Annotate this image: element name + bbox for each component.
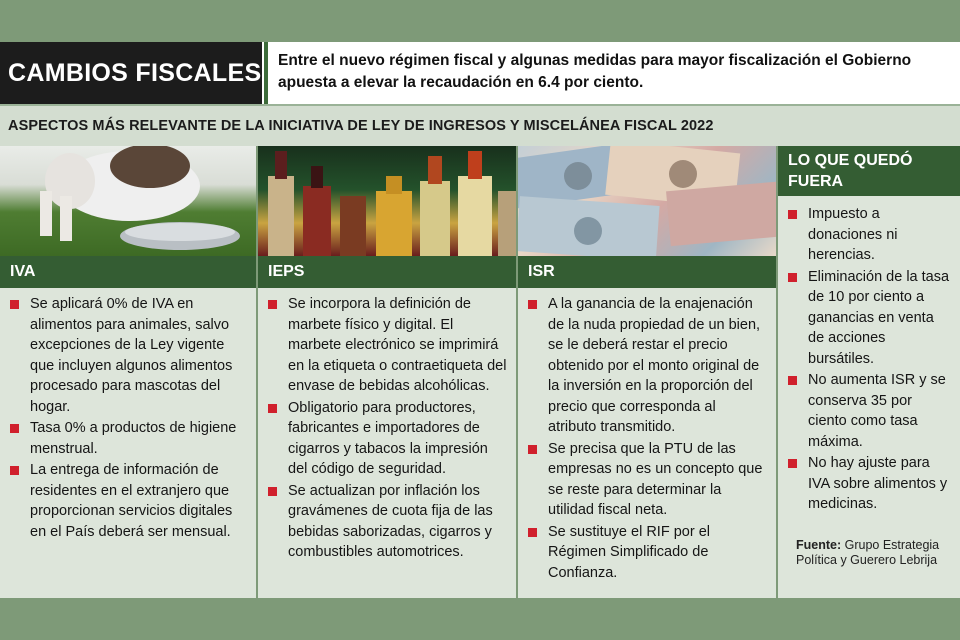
list-item: No hay ajuste para IVA sobre alimentos y medicinas. [788,453,952,515]
list-item: Impuesto a donaciones ni herencias. [788,204,952,266]
bottom-frame [0,598,960,640]
column-body [518,294,776,584]
list-item: A la ganancia de la enajenación de la nuda propiedad de un bien, se le deberá restar el precio obtenido por el monto original de la inversión en la proporción del precio que corresponda al atributo transmitido. [528,294,768,438]
source-text: Grupo Estrategia Política y Guerero Lebrija [796,538,940,567]
side-title-line2: FUERA [788,173,844,190]
side-body [778,204,960,516]
column-title: IEPS [268,263,305,280]
list-item: Se precisa que la PTU de las empresas no es un concepto que se reste para determinar la utilidad fiscal neta. [528,439,768,521]
liquor-bottles-photo [258,146,516,256]
column-title: ISR [528,263,555,280]
list-item: Tasa 0% a productos de higiene menstrual. [10,418,248,459]
column-header-ieps [258,256,516,288]
subheading [0,104,960,146]
list-item: Se sustituye el RIF por el Régimen Simplificado de Confianza. [528,522,768,584]
column-header-isr [518,256,776,288]
column-left-out [778,146,960,598]
top-frame [0,0,960,42]
header [0,42,960,104]
bottles-illustration [258,146,516,256]
dog-illustration [0,146,256,256]
side-header [778,146,960,196]
header-intro: Entre el nuevo régimen fiscal y algunas medidas para mayor fiscalización el Gobierno apuesta a elevar la recaudación en 6.4 por ciento. [278,52,912,91]
list-item: Eliminación de la tasa de 10 por ciento a ganancias en venta de acciones bursátiles. [788,267,952,370]
column-header-iva [0,256,256,288]
page-title: CAMBIOS FISCALES [8,58,262,87]
source-label: Fuente: [796,538,842,552]
header-divider [264,42,268,104]
column-body [258,294,516,564]
dog-eating-photo [0,146,256,256]
banknotes-illustration [518,146,776,256]
list-item: Obligatorio para productores, fabricantes e importadores de cigarros y tabacos la impresión del código de seguridad. [268,398,508,480]
column-iva [0,146,256,598]
column-body [0,294,256,543]
source-note [796,538,956,568]
list-item: Se incorpora la definición de marbete físico y digital. El marbete electrónico se imprimirá en la etiqueta o contraetiqueta del envase de bebidas alcohólicas. [268,294,508,397]
column-title: IVA [10,263,36,280]
list-item: La entrega de información de residentes en el extranjero que proporcionan servicios digitales en el País deberá ser mensual. [10,460,248,542]
column-ieps [258,146,516,598]
column-isr [518,146,776,598]
list-item: No aumenta ISR y se conserva 35 por ciento como tasa máxima. [788,370,952,452]
title-box [0,42,262,104]
side-title-line1: LO QUE QUEDÓ [788,152,913,169]
banknotes-photo [518,146,776,256]
list-item: Se aplicará 0% de IVA en alimentos para animales, salvo excepciones de la Ley vigente que incluyen algunos alimentos procesado para mascotas del hogar. [10,294,248,417]
list-item: Se actualizan por inflación los gravámenes de cuota fija de las bebidas saborizadas, cigarros y combustibles automotrices. [268,481,508,563]
subheading-text: ASPECTOS MÁS RELEVANTE DE LA INICIATIVA DE LEY DE INGRESOS Y MISCELÁNEA FISCAL 2022 [8,118,714,134]
